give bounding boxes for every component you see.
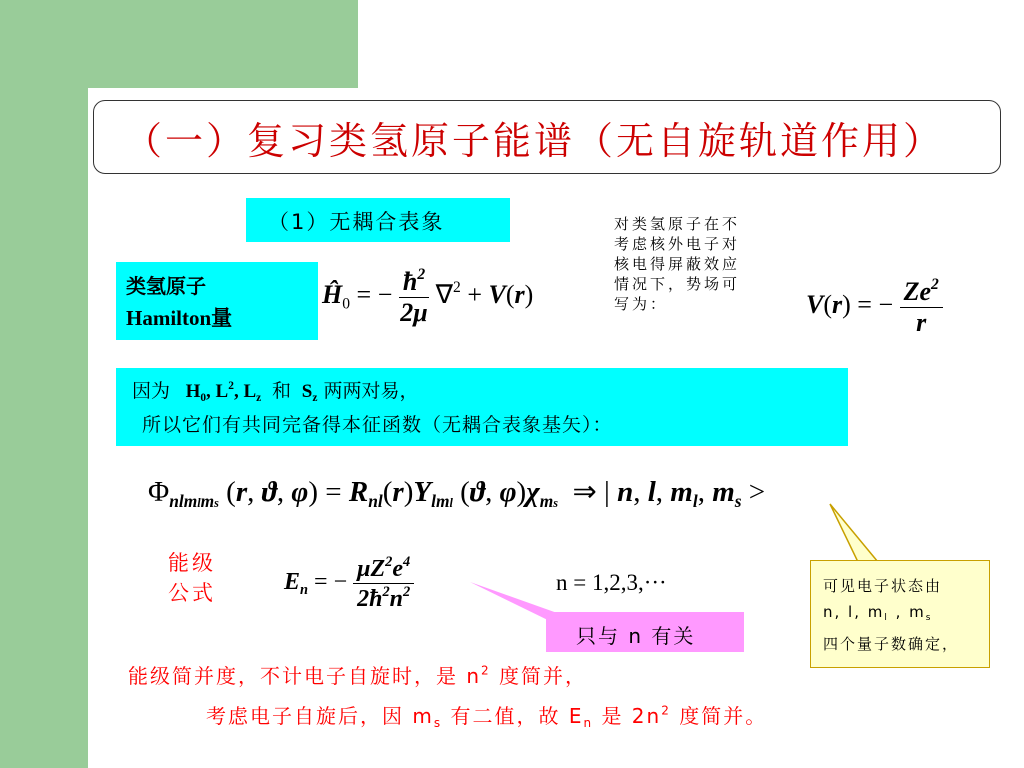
potential-note-line: 核电得屏蔽效应 (614, 255, 741, 273)
hamiltonian-label-box (116, 262, 318, 340)
section-label: （1）无耦合表象 (268, 210, 445, 234)
potential-note-line: 情况下，势场可 (614, 275, 741, 293)
hamiltonian-equation: $Ĥ_0$ = − $\frac{ħ^2}{2\mu}$ ∇$^2$ + V(r) (322, 266, 534, 327)
potential-note (614, 214, 740, 314)
info-bubble (810, 560, 990, 668)
pink-callout (546, 612, 744, 652)
potential-equation: V(r) = − $\frac{Ze^2}{r}$ (806, 276, 943, 338)
green-accent-left (0, 0, 88, 768)
degeneracy-line1: 能级简并度，不计电子自旋时，是 $n^2$ 度简并， (128, 663, 588, 688)
commute-suffix: 两两对易， (323, 380, 419, 402)
section-label-box (246, 198, 510, 242)
bubble-line: 四个量子数确定， (823, 635, 960, 654)
hamiltonian-label-line1: 类氢原子 (126, 274, 206, 298)
pink-callout-label: 只与 n 有关 (576, 624, 696, 648)
n-values: n = 1,2,3,··· (556, 570, 667, 595)
eigenfunction-equation: $\Phi_{nlmlms}$ (r, ϑ, $\varphi) = R_{nl}(r)Y_{lml}$ (ϑ, $\varphi)\chi_{ms}$ ⇒ | n, l, $m_l$, $m_s$ > (148, 476, 766, 512)
energy-formula: $E_n$ = − $\frac{\mu Z^2e^4}{2ħ^2n^2}$ (284, 554, 414, 613)
commute-and: 和 (271, 380, 291, 402)
commute-prefix: 因为 (132, 380, 171, 402)
energy-label-line2: 公式 (168, 581, 216, 605)
energy-label (168, 548, 216, 608)
degeneracy-line2: 考虑电子自旋后，因 $m_s$ 有二值，故 $E_n$ 是 $2n^2$ 度简并。 (206, 703, 768, 731)
bubble-line-quantum: n, l, $m_l$ , $m_s$ (823, 603, 933, 624)
potential-note-line: 写为： (614, 295, 669, 313)
hamiltonian-label-line2: Hamilton量 (126, 306, 233, 330)
slide-title: （一）复习类氢原子能谱（无自旋轨道作用） (124, 118, 945, 163)
commute-line1: 因为 $H_0$, $L^2$, $L_z$ 和 $S_z$ 两两对易， (132, 380, 419, 404)
energy-label-line1: 能级 (168, 551, 216, 575)
potential-note-line: 考虑核外电子对 (614, 235, 741, 253)
bubble-pointer (820, 500, 880, 564)
potential-note-line: 对类氢原子在不 (614, 215, 741, 233)
commute-line2: 所以它们有共同完备得本征函数（无耦合表象基矢）： (142, 414, 613, 436)
bubble-line: 可见电子状态由 (823, 577, 943, 595)
title-box (93, 100, 1001, 174)
commute-box (116, 368, 848, 446)
